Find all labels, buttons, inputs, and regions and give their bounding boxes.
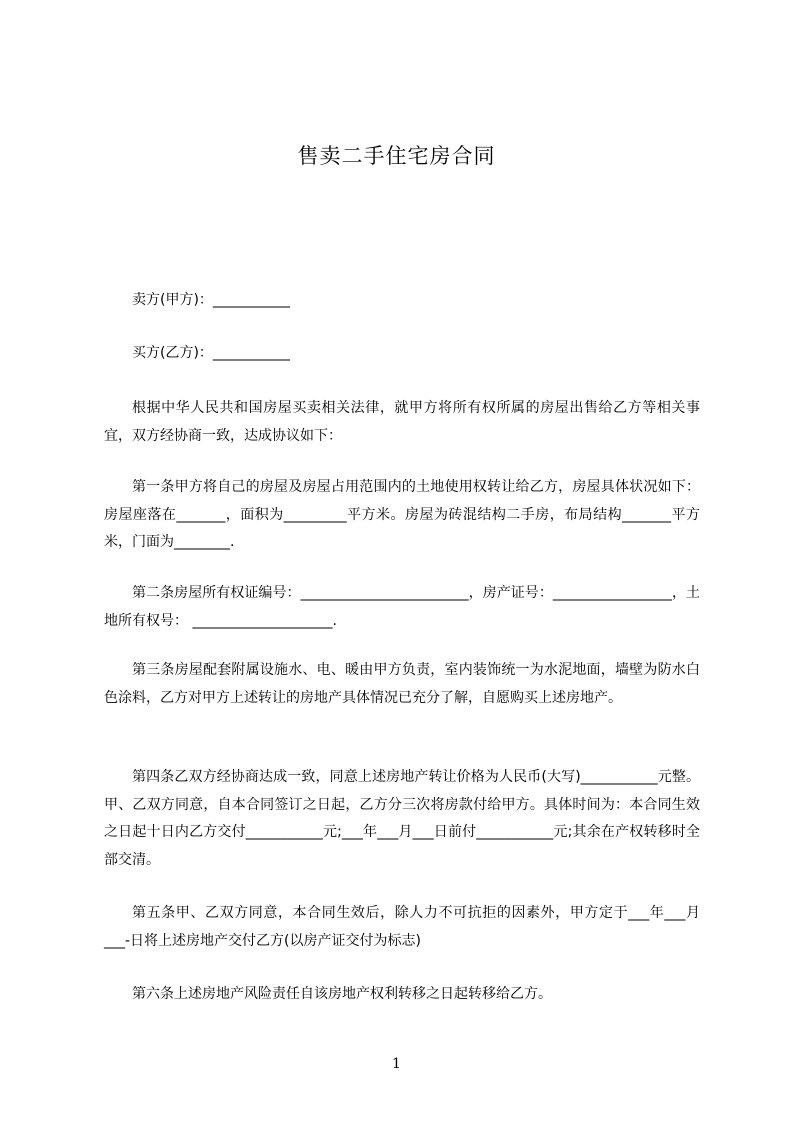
article-5-paragraph: 第五条甲、乙双方同意，本合同生效后，除人力不可抗拒的因素外，甲方定于___年___月___-日将上述房地产交付乙方(以房产证交付为标志) <box>104 905 700 949</box>
page-title: 售卖二手住宅房合同 <box>297 144 496 168</box>
seller-line: 卖方(甲方)：___________ <box>132 292 290 308</box>
article-3-paragraph: 第三条房屋配套附属设施水、电、暖由甲方负责，室内装饰统一为水泥地面，墙壁为防水白色涂料，乙方对甲方上述转让的房地产具体情况已充分了解，自愿购买上述房地产。 <box>104 662 700 706</box>
article-1-paragraph: 第一条甲方将自己的房屋及房屋占用范围内的土地使用权转让给乙方，房屋具体状况如下：房屋座落在_______，面积为_________平方米。房屋为砖混结构二手房，布局结构_______平方米，门面为________. <box>104 479 700 550</box>
preamble-paragraph: 根据中华人民共和国房屋买卖相关法律，就甲方将所有权所属的房屋出售给乙方等相关事宜，双方经协商一致，达成协议如下： <box>104 400 700 444</box>
buyer-line: 买方(乙方)：___________ <box>132 345 290 361</box>
page-number: 1 <box>392 1056 401 1072</box>
article-6-paragraph: 第六条上述房地产风险责任自该房地产权利转移之日起转移给乙方。 <box>132 986 552 1002</box>
article-2-paragraph: 第二条房屋所有权证编号：________________________，房产证号：_________________，土地所有权号： ____________________. <box>104 585 700 629</box>
article-4-paragraph: 第四条乙双方经协商达成一致，同意上述房地产转让价格为人民币(大写)___________元整。甲、乙双方同意，自本合同签订之日起，乙方分三次将房款付给甲方。具体时间为：本合同生效之日起十日内乙方交付___________元;___年___月___日前付___________元;其余在产权转移时全部交清。 <box>104 769 700 868</box>
